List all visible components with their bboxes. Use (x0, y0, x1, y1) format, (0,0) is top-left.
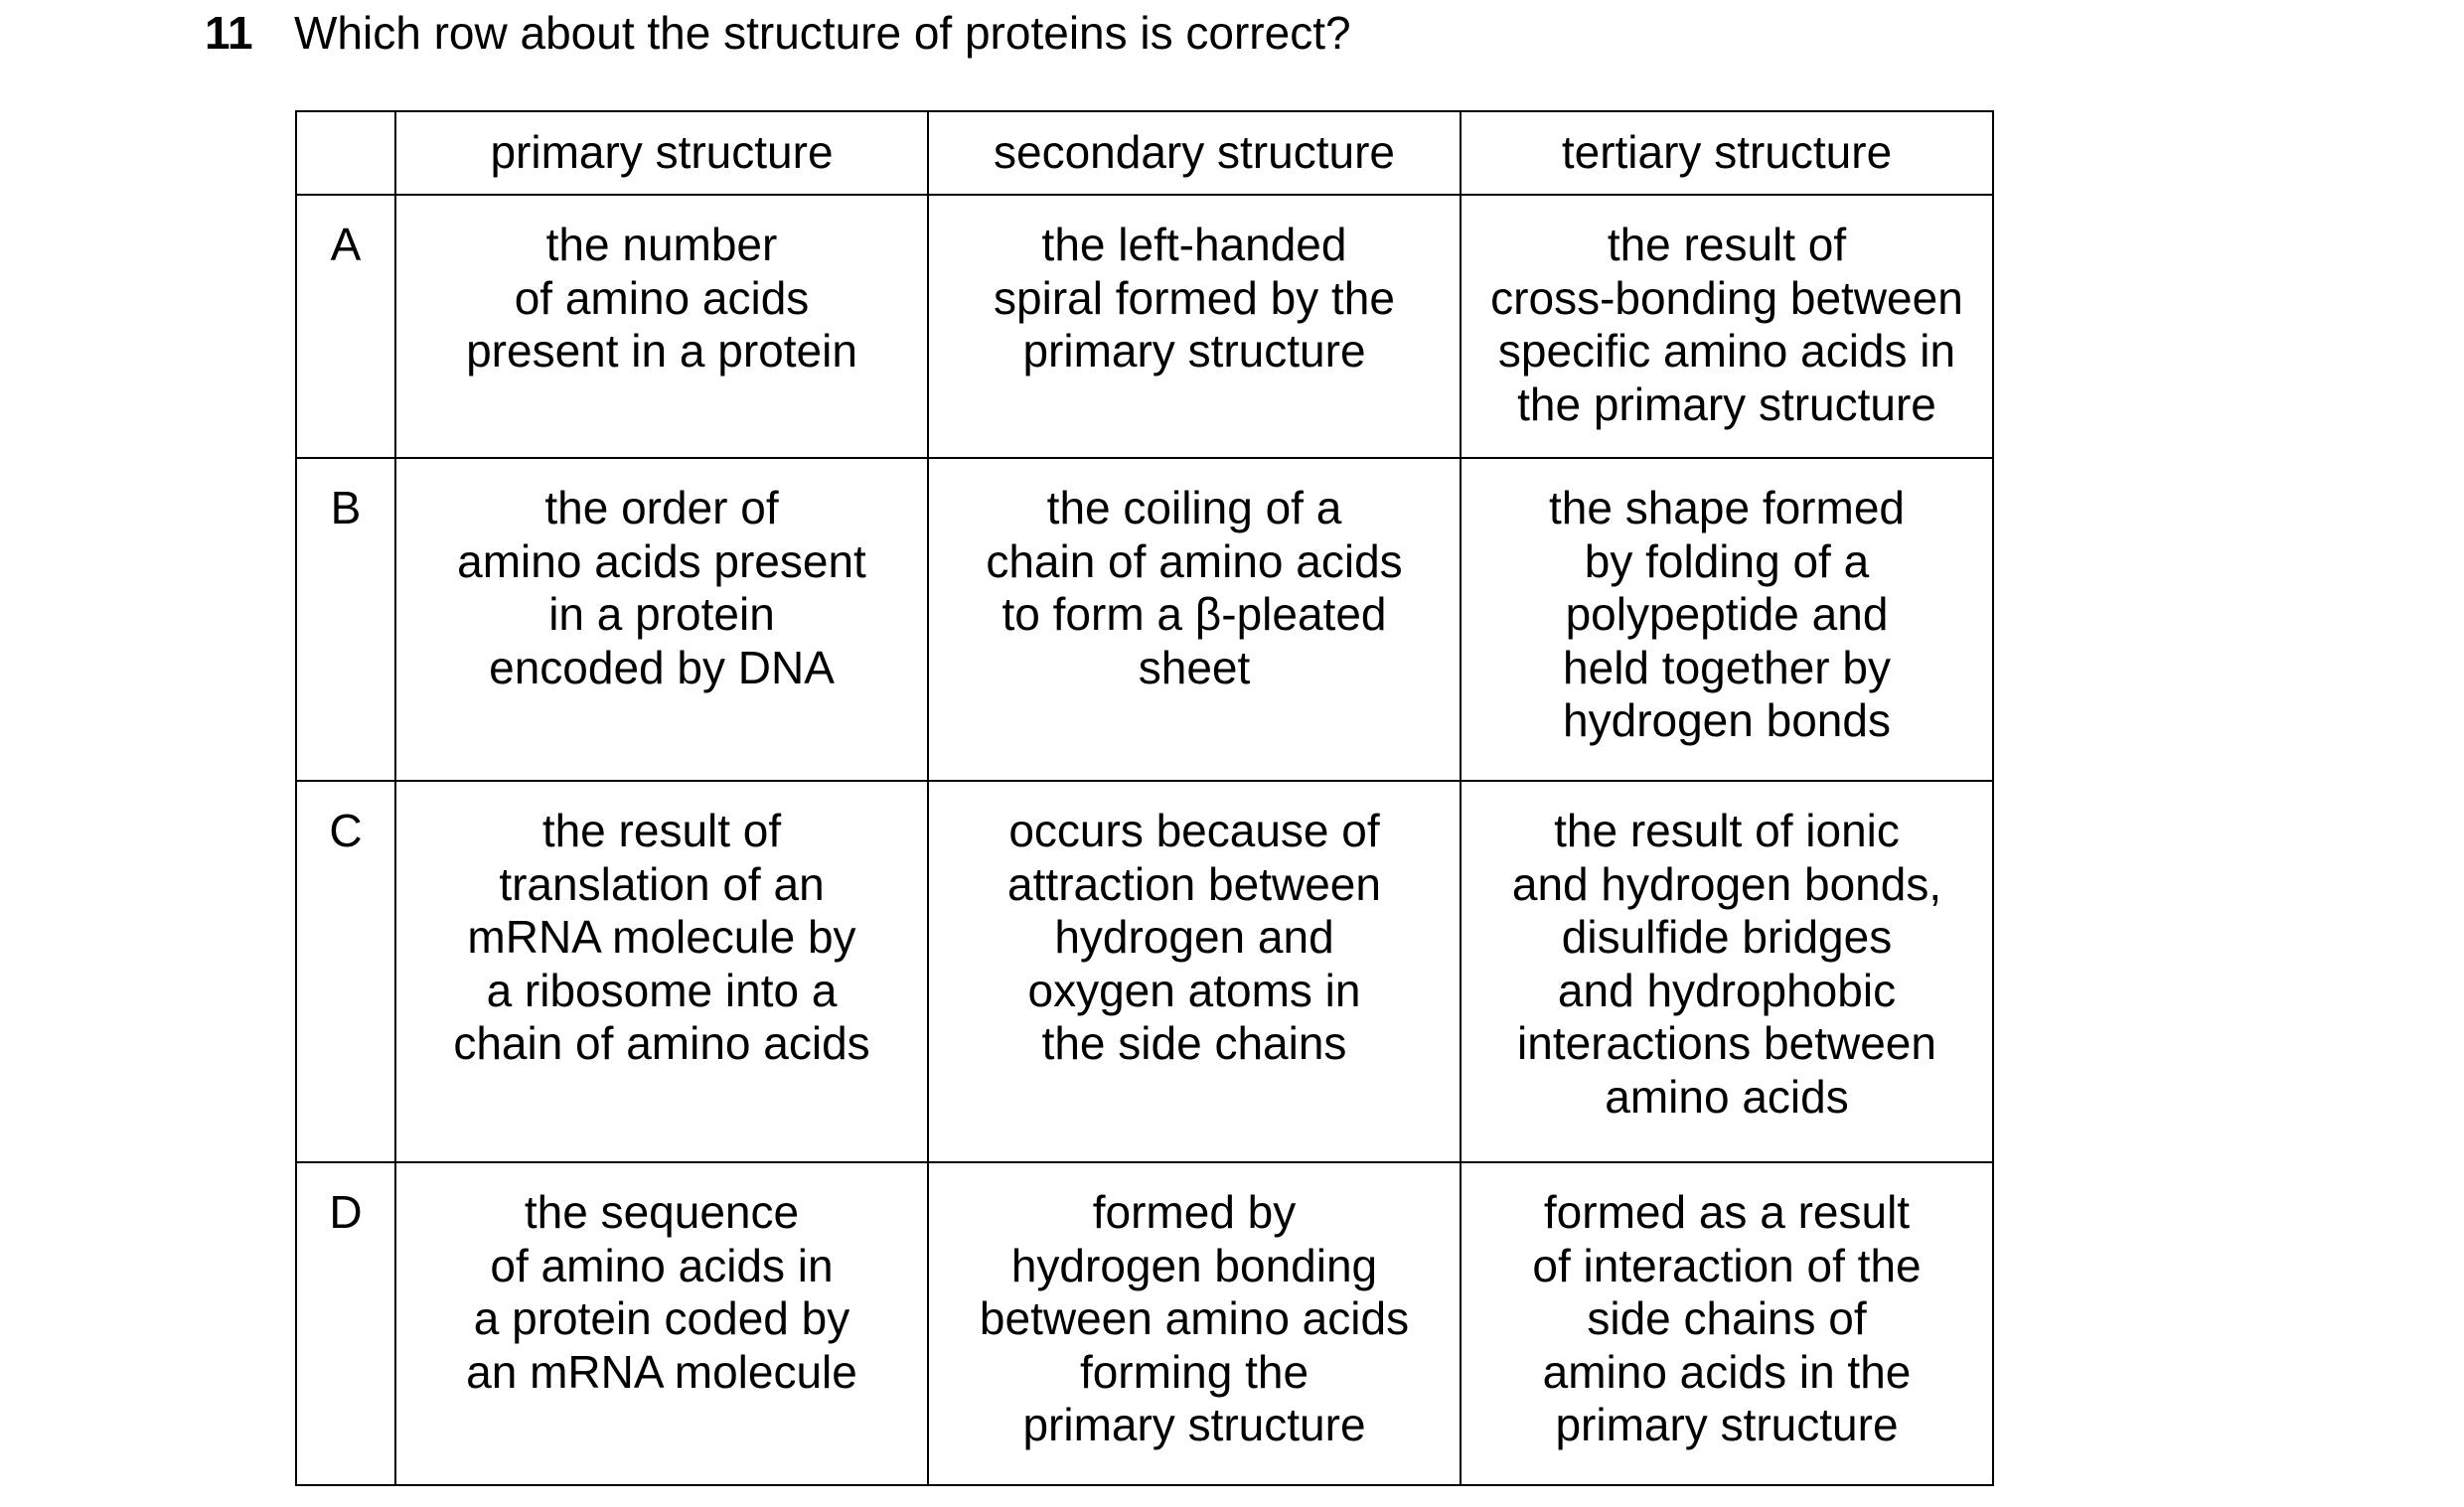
header-tertiary-structure: tertiary structure (1461, 111, 1993, 195)
table-row-c (296, 781, 1993, 1162)
cell-primary-text: the result of translation of an mRNA molecule by a ribosome into a chain of amino acids (453, 805, 870, 1069)
header-row (296, 111, 1993, 195)
cell-tertiary (1461, 195, 1993, 458)
cell-secondary (928, 458, 1461, 781)
cell-secondary-text: occurs because of attraction between hydrogen and oxygen atoms in the side chains (1007, 805, 1381, 1069)
row-key-label: D (329, 1186, 363, 1238)
question (205, 4, 1351, 62)
cell-primary (395, 458, 928, 781)
question-text: Which row about the structure of proteins is correct? (294, 7, 1351, 59)
cell-secondary-text: formed by hydrogen bonding between amino acids forming the primary structure (979, 1186, 1410, 1450)
header-primary-structure: primary structure (395, 111, 928, 195)
cell-primary (395, 781, 928, 1162)
cell-primary-text: the number of amino acids present in a protein (466, 219, 857, 377)
cell-secondary-text: the left-handed spiral formed by the primary structure (994, 219, 1395, 377)
table-row-b (296, 458, 1993, 781)
cell-tertiary-text: formed as a result of interaction of the side chains of amino acids in the primary structure (1532, 1186, 1922, 1450)
cell-primary (395, 195, 928, 458)
table-row-a (296, 195, 1993, 458)
cell-tertiary (1461, 458, 1993, 781)
cell-primary-text: the order of amino acids present in a protein encoded by DNA (457, 482, 866, 693)
row-key (296, 195, 395, 458)
cell-tertiary-text: the result of ionic and hydrogen bonds, disulfide bridges and hydrophobic interactions between amino acids (1511, 805, 1942, 1123)
header-secondary-structure: secondary structure (928, 111, 1461, 195)
cell-primary-text: the sequence of amino acids in a protein coded by an mRNA molecule (466, 1186, 857, 1398)
cell-secondary (928, 195, 1461, 458)
row-key-label: C (329, 805, 363, 856)
cell-primary (395, 1162, 928, 1485)
row-key-label: B (330, 482, 362, 533)
cell-secondary-text: the coiling of a chain of amino acids to form a β-pleated sheet (986, 482, 1403, 693)
cell-tertiary (1461, 1162, 1993, 1485)
row-key (296, 781, 395, 1162)
row-key (296, 458, 395, 781)
answer-table (295, 110, 1994, 1486)
row-key-label: A (330, 219, 362, 270)
cell-tertiary-text: the result of cross-bonding between specific amino acids in the primary structure (1490, 219, 1963, 430)
header-key (296, 111, 395, 195)
table-row-d (296, 1162, 1993, 1485)
cell-secondary (928, 1162, 1461, 1485)
row-key (296, 1162, 395, 1485)
cell-tertiary-text: the shape formed by folding of a polypeptide and held together by hydrogen bonds (1548, 482, 1905, 746)
question-number: 11 (205, 7, 253, 59)
cell-secondary (928, 781, 1461, 1162)
cell-tertiary (1461, 781, 1993, 1162)
